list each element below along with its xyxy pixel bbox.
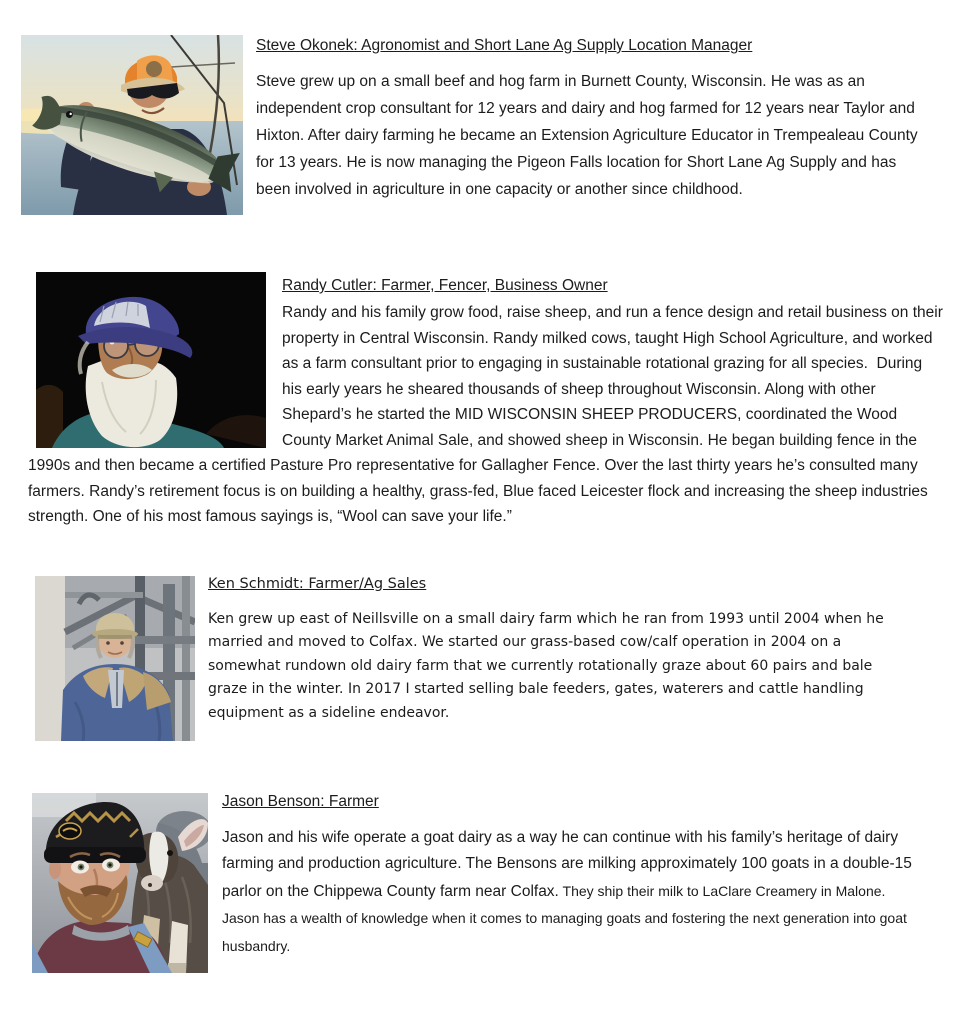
photo-ken-schmidt <box>35 576 195 741</box>
photo-steve-okonek-fishing <box>21 35 243 215</box>
profile-steve-okonek <box>21 35 924 221</box>
profile-heading: Randy Cutler: Farmer, Fencer, Business Owner <box>282 277 608 294</box>
photo-jason-benson-goat <box>32 793 208 973</box>
photo-randy-cutler <box>36 272 266 448</box>
profile-bio: Steve grew up on a small beef and hog farm in Burnett County, Wisconsin. He was as an independent crop consultant for 12 years and dairy and hog farmed for 12 years near Taylor and Hixton. After dairy farming he became an Extension Agriculture Educator in Trempealeau County for 13 years. He is now managing the Pigeon Falls location for Short Lane Ag Supply and has been involved in agriculture in one capacity or another since childhood. <box>256 73 922 198</box>
profile-ken-schmidt <box>35 574 900 741</box>
profile-heading: Ken Schmidt: Farmer/Ag Sales <box>208 575 427 592</box>
profile-bio-addendum: They ship their milk to LaClare Creamery in Malone. Jason has a wealth of knowledge when it comes to managing goats and fostering the next generation into goat husbandry. <box>222 882 911 954</box>
profile-bio: Ken grew up east of Neillsville on a small dairy farm which he ran from 1993 until 2004 when he married and moved to Colfax. We started our grass-based cow/calf operation in 2004 on a somewhat rundown old dairy farm that we currently rotationally graze about 60 pairs and bale graze in the winter. In 2017 I started selling bale feeders, gates, waterers and cattle handling equipment as a sideline endeavor. <box>208 610 889 721</box>
profile-heading: Steve Okonek: Agronomist and Short Lane Ag Supply Location Manager <box>256 37 753 54</box>
profile-randy-cutler <box>28 268 948 530</box>
profile-heading: Jason Benson: Farmer <box>222 792 379 810</box>
profile-bio: Randy and his family grow food, raise sheep, and run a fence design and retail business on their property in Central Wisconsin. Randy milked cows, taught High School Agriculture, and worked as a farm consultant prior to engaging in sustainable rotational grazing for all species. During his early years he sheared thousands of sheep throughout Wisconsin. Along with other Shepard’s he started the MID WISCONSIN SHEEP PRODUCERS, coordinated the Wood County Market Animal Sale, and showed sheep in Wisconsin. He began building fence in the 1990s and then became a certified Pasture Pro representative for Gallagher Fence. Over the last thirty years he’s consulted many farmers. Randy’s retirement focus is on building a healthy, grass-fed, Blue faced Leicester flock and increasing the sheep industries strength. One of his most famous sayings is, “Wool can save your life.” <box>28 304 948 525</box>
profile-bio-main: Jason and his wife operate a goat dairy as a way he can continue with his family’s heritage of dairy farming and production agriculture. The Bensons are milking approximately 100 goats in a double-15 parlor on the Chippewa County farm near Colfax. <box>222 828 917 900</box>
profile-jason-benson <box>32 791 922 973</box>
